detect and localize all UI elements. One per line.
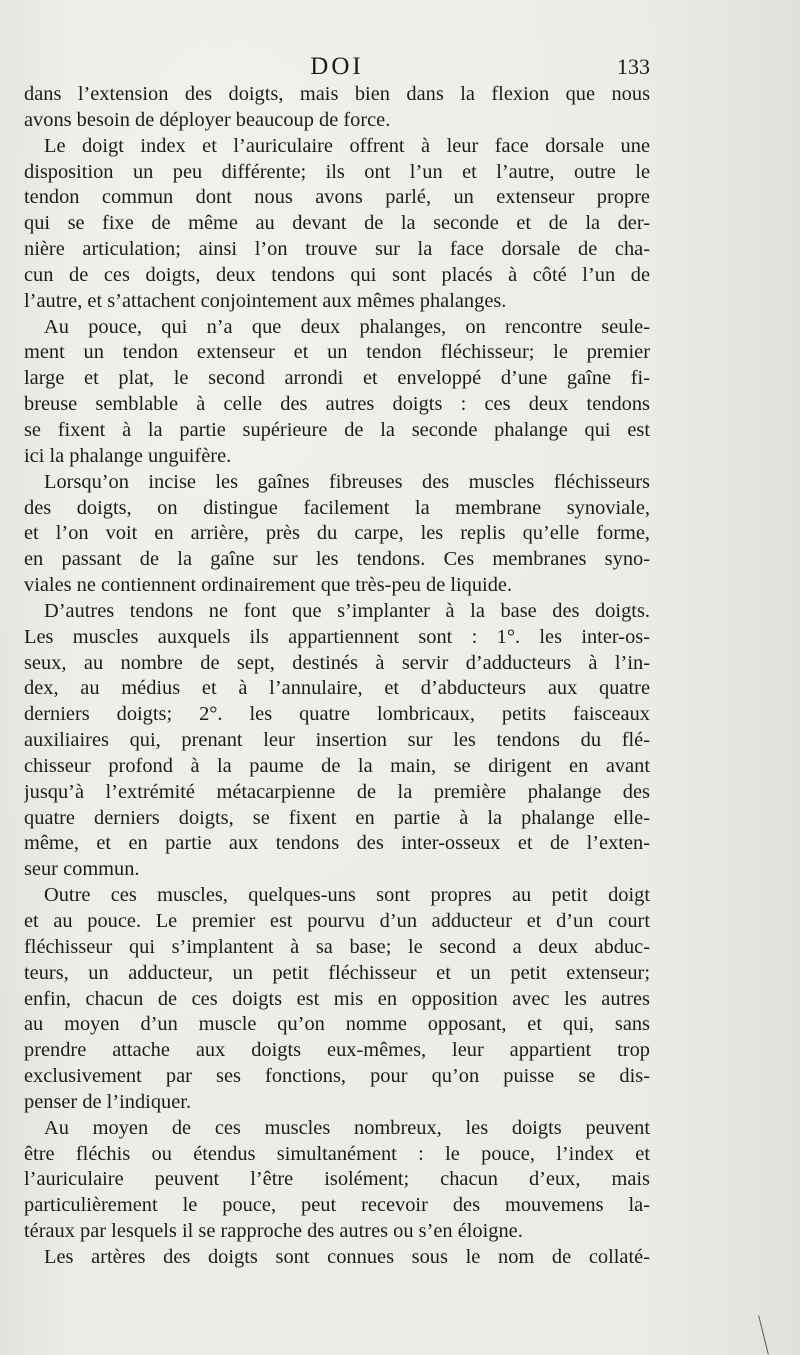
text-line: des doigts, on distingue facilement la membrane synoviale, <box>24 496 650 519</box>
text-line: téraux par lesquels il se rapproche des autres ou s’en éloigne. <box>24 1220 523 1243</box>
text-line: Les artères des doigts sont connues sous le nom de collaté- <box>44 1245 650 1268</box>
text-line: particulièrement le pouce, peut recevoir des mouvemens la- <box>24 1194 650 1217</box>
text-line: en passant de la gaîne sur les tendons. Ces membranes syno- <box>24 548 650 571</box>
text-line: Au moyen de ces muscles nombreux, les doigts peuvent <box>44 1116 650 1139</box>
text-line: breuse semblable à celle des autres doigts : ces deux tendons <box>24 393 650 416</box>
text-line: penser de l’indiquer. <box>24 1090 192 1113</box>
page-number: 133 <box>617 54 650 79</box>
text-line: teurs, un adducteur, un petit fléchisseur et un petit extenseur; <box>24 961 650 984</box>
body-text <box>24 82 650 1271</box>
text-line: disposition un peu différente; ils ont l’un et l’autre, outre le <box>24 160 650 183</box>
text-line: dans l’extension des doigts, mais bien dans la flexion que nous <box>24 83 650 105</box>
text-line: quatre derniers doigts, se fixent en partie à la phalange elle- <box>24 806 650 829</box>
text-line: large et plat, le second arrondi et enveloppé d’une gaîne fi- <box>24 367 650 390</box>
text-line: D’autres tendons ne font que s’implanter à la base des doigts. <box>44 599 650 622</box>
running-head-title: DOI <box>310 53 364 80</box>
text-line: exclusivement par ses fonctions, pour qu’on puisse se dis- <box>24 1065 650 1088</box>
text-line: ici la phalange unguifère. <box>24 444 232 467</box>
text-line: et au pouce. Le premier est pourvu d’un adducteur et d’un court <box>24 910 650 932</box>
margin-mark <box>758 1315 769 1354</box>
text-line: viales ne contiennent ordinairement que très-peu de liquide. <box>24 574 513 597</box>
text-line: ment un tendon extenseur et un tendon fléchisseur; le premier <box>24 341 650 364</box>
running-head <box>24 50 650 84</box>
text-line: Les muscles auxquels ils appartiennent sont : 1°. les inter-os- <box>24 625 650 648</box>
text-line: être fléchis ou étendus simultanément : le pouce, l’index et <box>24 1142 650 1165</box>
text-line: auxiliaires qui, prenant leur insertion sur les tendons du flé- <box>24 729 650 752</box>
text-line: avons besoin de déployer beaucoup de force. <box>24 108 391 131</box>
text-line: au moyen d’un muscle qu’on nomme opposant, et qui, sans <box>24 1013 650 1036</box>
text-line: Le doigt index et l’auriculaire offrent à leur face dorsale une <box>44 134 650 157</box>
text-line: fléchisseur qui s’implantent à sa base; le second a deux abduc- <box>24 935 650 958</box>
text-line: nière articulation; ainsi l’on trouve sur la face dorsale de cha- <box>24 238 650 261</box>
text-line: seur commun. <box>24 858 140 881</box>
text-line: jusqu’à l’extrémité métacarpienne de la première phalange des <box>24 780 650 803</box>
text-line: se fixent à la partie supérieure de la seconde phalange qui est <box>24 418 650 441</box>
text-line: l’autre, et s’attachent conjointement aux mêmes phalanges. <box>24 289 507 312</box>
text-line: chisseur profond à la paume de la main, se dirigent en avant <box>24 754 650 777</box>
text-line: Outre ces muscles, quelques-uns sont propres au petit doigt <box>44 884 650 907</box>
text-line: derniers doigts; 2°. les quatre lombricaux, petits faisceaux <box>24 703 650 726</box>
text-line: seux, au nombre de sept, destinés à servir d’adducteurs à l’in- <box>24 651 650 674</box>
text-line: même, et en partie aux tendons des inter-osseux et de l’exten- <box>24 832 650 855</box>
text-line: enfin, chacun de ces doigts est mis en opposition avec les autres <box>24 987 650 1010</box>
text-line: Lorsqu’on incise les gaînes fibreuses des muscles fléchisseurs <box>44 470 650 493</box>
text-line: prendre attache aux doigts eux-mêmes, leur appartient trop <box>24 1039 650 1062</box>
text-line: l’auriculaire peuvent l’être isolément; chacun d’eux, mais <box>24 1168 650 1191</box>
text-line: qui se fixe de même au devant de la seconde et de la der- <box>24 212 650 235</box>
text-line: cun de ces doigts, deux tendons qui sont placés à côté l’un de <box>24 263 650 286</box>
text-line: tendon commun dont nous avons parlé, un extenseur propre <box>24 186 650 209</box>
text-line: dex, au médius et à l’annulaire, et d’abducteurs aux quatre <box>24 677 650 700</box>
text-line: Au pouce, qui n’a que deux phalanges, on rencontre seule- <box>44 315 650 338</box>
text-line: et l’on voit en arrière, près du carpe, les replis qu’elle forme, <box>24 522 650 545</box>
